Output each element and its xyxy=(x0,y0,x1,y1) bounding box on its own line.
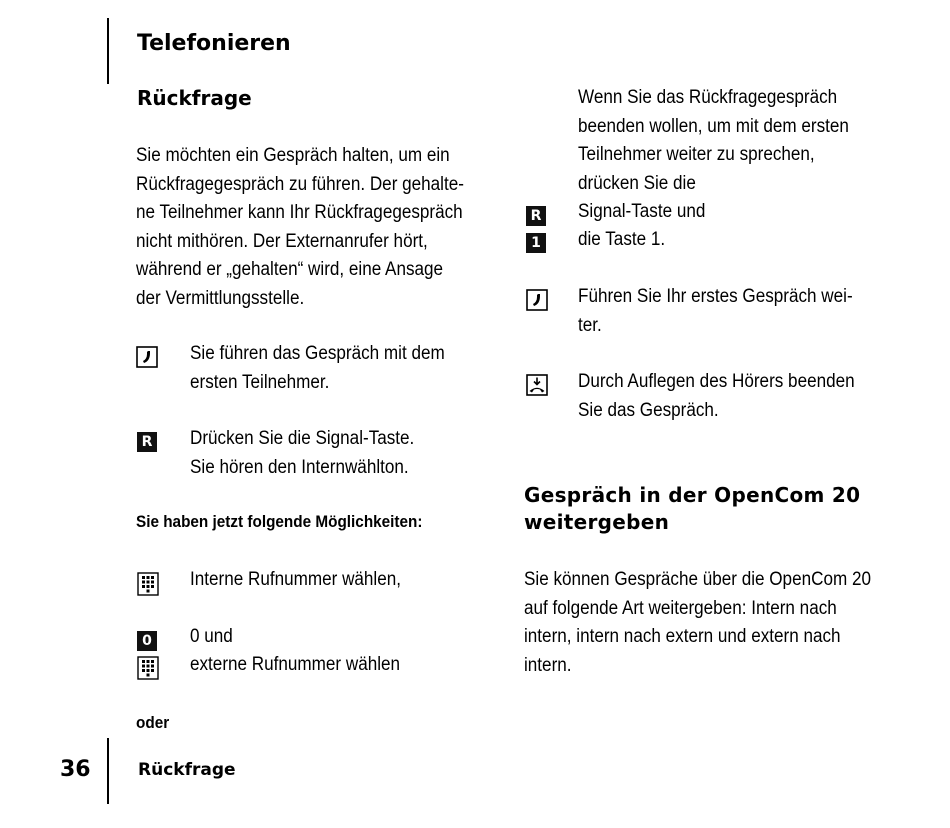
step-signal-line: Sie hören den Internwählton. xyxy=(190,456,409,478)
hangup-line: Durch Auflegen des Hörers beenden xyxy=(578,371,855,392)
section2-body-line: auf folgende Art weitergeben: Intern nach xyxy=(524,597,837,619)
key1-text: die Taste 1. xyxy=(578,229,666,250)
step-call-line: Sie führen das Gespräch mit dem xyxy=(190,343,445,364)
signal-key-text: Signal-Taste und xyxy=(578,201,706,222)
zero-key: 0 xyxy=(137,631,157,651)
hangup-line: Sie das Gespräch. xyxy=(578,399,719,421)
continue-line: Führen Sie Ihr erstes Gespräch wei- xyxy=(578,286,853,307)
end-intro-line: beenden wollen, um mit dem ersten xyxy=(578,115,849,137)
keypad-icon xyxy=(137,656,159,678)
intro-line: Sie möchten ein Gespräch halten, um ein xyxy=(136,145,450,166)
footer-rule xyxy=(107,738,109,804)
intro-paragraph xyxy=(136,142,464,313)
section2-body-line: Sie können Gespräche über die OpenCom 20 xyxy=(524,569,871,590)
intro-line: nicht mithören. Der Externanrufer hört, xyxy=(136,230,428,252)
intro-line: während er „gehalten“ wird, eine Ansage xyxy=(136,259,444,280)
keypad-icon xyxy=(137,572,159,594)
handset-icon xyxy=(526,289,548,311)
running-title: Rückfrage xyxy=(138,760,236,780)
continue-line: ter. xyxy=(578,314,602,336)
option-internal-text: Interne Rufnummer wählen, xyxy=(190,569,402,590)
signal-key-r: R xyxy=(137,432,157,452)
option-zero-text: 0 und xyxy=(190,626,233,647)
section2-body-line: intern. xyxy=(524,654,572,676)
options-heading: Sie haben jetzt folgende Möglichkeiten: xyxy=(136,512,423,531)
chapter-title: Telefonieren xyxy=(137,31,291,56)
step-call-line: ersten Teilnehmer. xyxy=(190,371,330,393)
section2-title xyxy=(524,482,860,536)
handset-icon xyxy=(136,346,158,368)
one-key: 1 xyxy=(526,233,546,253)
end-intro-line: Wenn Sie das Rückfragegespräch xyxy=(578,87,838,108)
header-rule xyxy=(107,18,109,84)
step-signal-text xyxy=(190,425,414,482)
section2-body-line: intern, intern nach extern und extern nach xyxy=(524,626,841,647)
section2-body xyxy=(524,566,871,680)
section-title: Rückfrage xyxy=(137,86,252,110)
signal-key-r: R xyxy=(526,206,546,226)
end-intro-line: Teilnehmer weiter zu sprechen, xyxy=(578,144,815,165)
intro-line: der Vermittlungsstelle. xyxy=(136,287,305,309)
page-number: 36 xyxy=(60,757,91,782)
continue-text xyxy=(578,283,853,340)
end-intro-paragraph xyxy=(578,84,849,198)
step-signal-line: Drücken Sie die Signal-Taste. xyxy=(190,428,415,449)
hangup-text xyxy=(578,368,855,425)
section2-title-line: Gespräch in der OpenCom 20 xyxy=(524,483,861,507)
section2-title-line: weitergeben xyxy=(524,510,670,534)
step-call-text xyxy=(190,340,445,397)
intro-line: ne Teilnehmer kann Ihr Rückfragegespräch xyxy=(136,202,463,223)
end-intro-line: drücken Sie die xyxy=(578,172,696,194)
or-label: oder xyxy=(136,713,170,732)
hangup-icon xyxy=(526,374,548,396)
option-external-text: externe Rufnummer wählen xyxy=(190,654,401,675)
intro-line: Rückfragegespräch zu führen. Der gehalte- xyxy=(136,173,464,195)
